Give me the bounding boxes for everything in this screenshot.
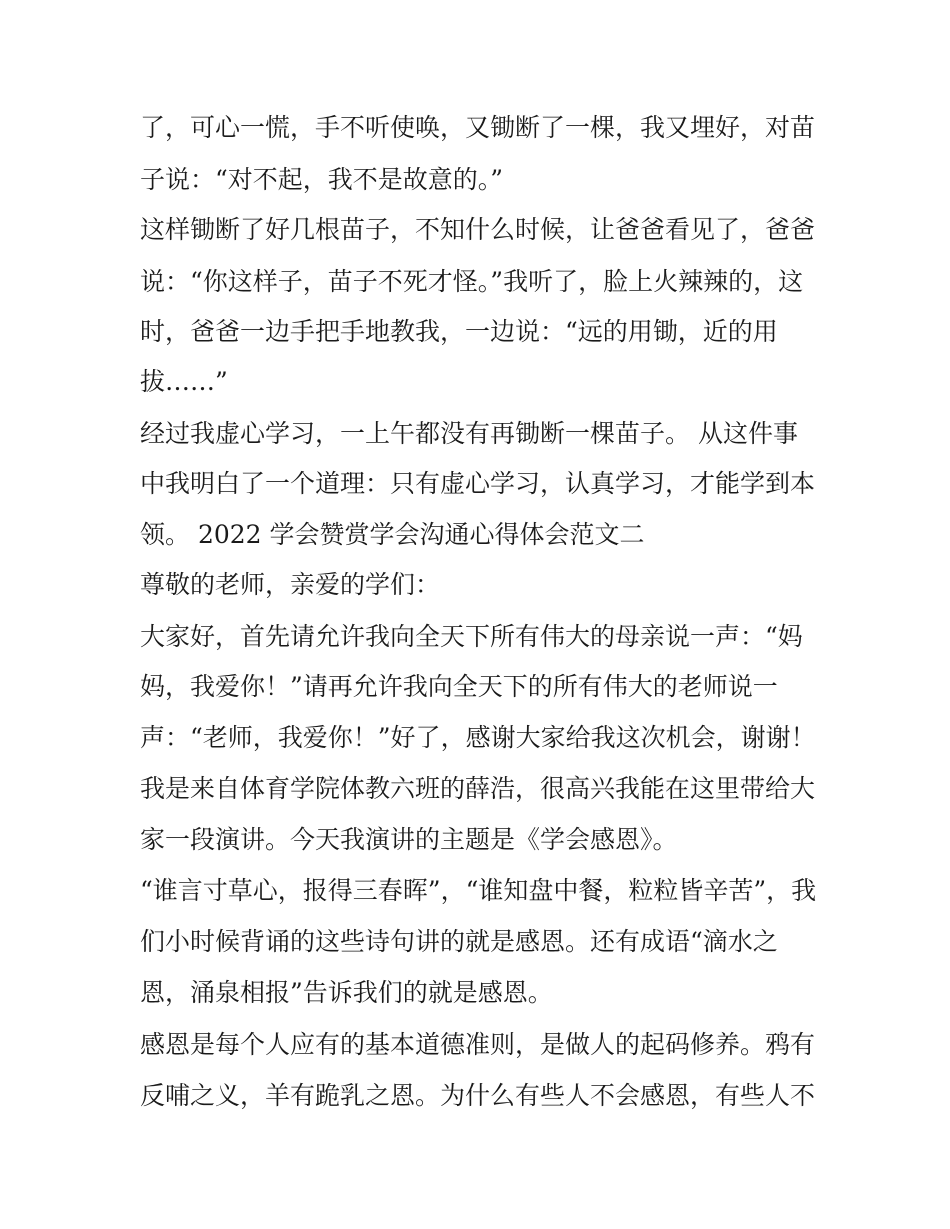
text-line: 这样锄断了好几根苗子，不知什么时候，让爸爸看见了，爸爸 (140, 215, 816, 244)
text-line: 家一段演讲。今天我演讲的主题是《学会感恩》。 (140, 825, 678, 854)
text-line: 拔……” (140, 367, 228, 396)
section-heading-line: 领。 2022 学会赞赏学会沟通心得体会范文二 (140, 520, 645, 549)
text-line: “谁言寸草心，报得三春晖”，“谁知盘中餐，粒粒皆辛苦”，我 (140, 876, 817, 905)
text-line: 说：“你这样子，苗子不死才怪。”我听了，脸上火辣辣的，这 (140, 267, 804, 296)
text-line: 妈，我爱你！”请再允许我向全天下的所有伟大的老师说一 (140, 672, 778, 701)
text-line: 反哺之义，羊有跪乳之恩。为什么有些人不会感恩，有些人不 (140, 1081, 816, 1110)
salutation-line: 尊敬的老师，亲爱的学们： (140, 570, 441, 599)
text-line: 们小时候背诵的这些诗句讲的就是感恩。还有成语“滴水之 (140, 927, 778, 956)
text-line: 我是来自体育学院体教六班的薛浩，很高兴我能在这里带给大 (140, 774, 816, 803)
text-line: 恩，涌泉相报”告诉我们的就是感恩。 (140, 978, 553, 1007)
text-line: 声：“老师，我爱你！”好了，感谢大家给我这次机会，谢谢！ (140, 723, 816, 752)
text-line: 子说：“对不起，我不是故意的。” (140, 165, 504, 194)
text-line: 大家好，首先请允许我向全天下所有伟大的母亲说一声：“妈 (140, 622, 803, 651)
text-line: 了，可心一慌，手不听使唤，又锄断了一棵，我又埋好，对苗 (140, 113, 816, 142)
text-line: 感恩是每个人应有的基本道德准则，是做人的起码修养。鸦有 (140, 1030, 816, 1059)
text-line: 经过我虚心学习，一上午都没有再锄断一棵苗子。 从这件事 (140, 419, 798, 448)
text-line: 时，爸爸一边手把手地教我，一边说：“远的用锄，近的用 (140, 317, 778, 346)
text-line: 中我明白了一个道理：只有虚心学习，认真学习，才能学到本 (140, 469, 816, 498)
